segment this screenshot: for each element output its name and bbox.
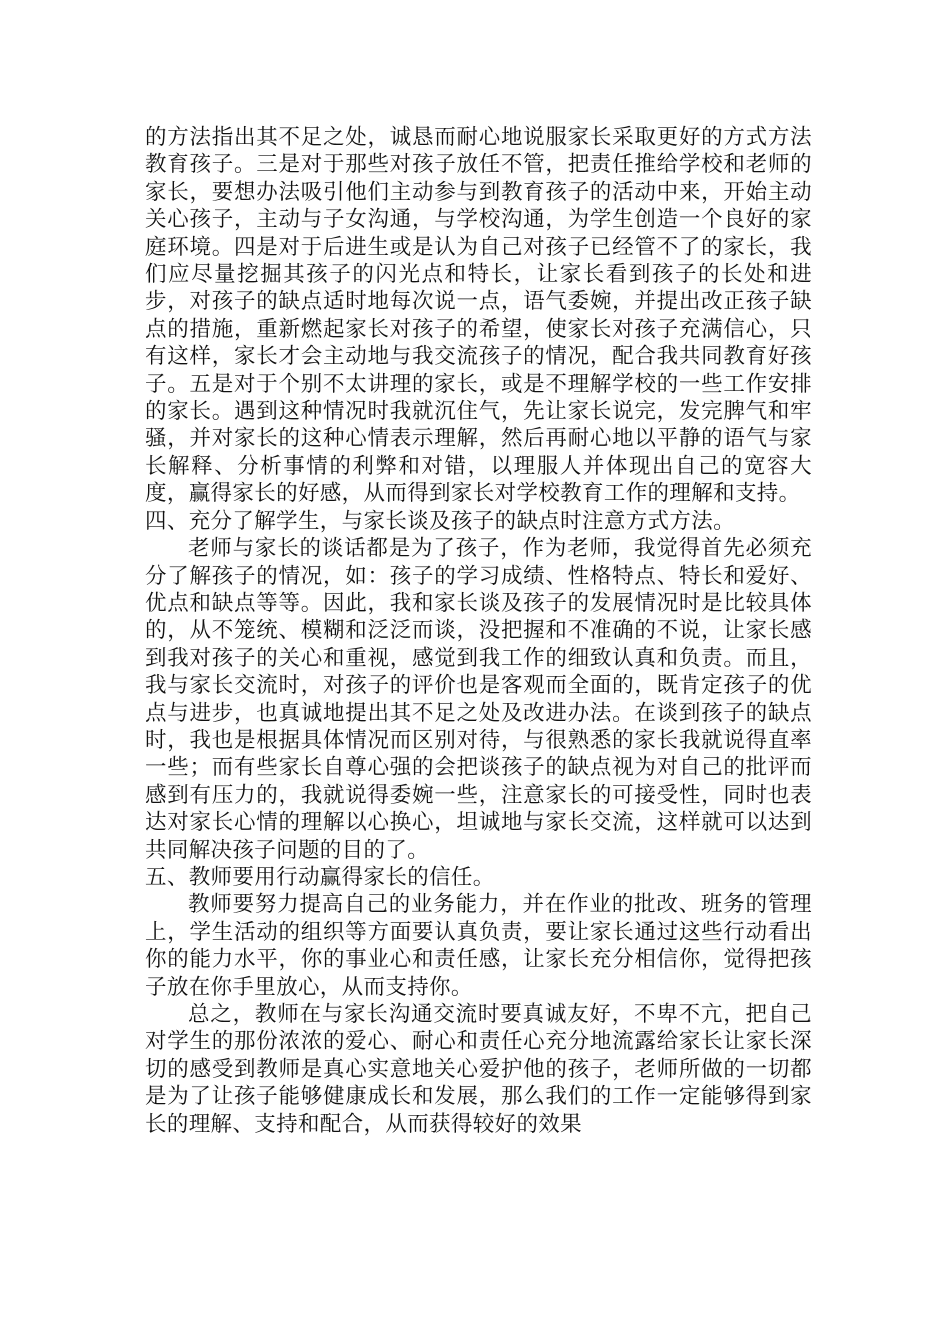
paragraph-conclusion: 总之，教师在与家长沟通交流时要真诚友好，不卑不亢，把自己对学生的那份浓浓的爱心、耐心和责任心充分地流露给家长让家长深切的感受到教师是真心实意地关心爱护他的孩子，老师所做的一切都是为了让孩子能够健康成长和发展，那么我们的工作一定能够得到家长的理解、支持和配合，从而获得较好的效果: [145, 1002, 812, 1137]
paragraph-continuation: 的方法指出其不足之处，诚恳而耐心地说服家长采取更好的方式方法教育孩子。三是对于那些对孩子放任不管，把责任推给学校和老师的家长，要想办法吸引他们主动参与到教育孩子的活动中来，开始主动关心孩子，主动与子女沟通，与学校沟通，为学生创造一个良好的家庭环境。四是对于后进生或是认为自己对孩子已经管不了的家长，我们应尽量挖掘其孩子的闪光点和特长，让家长看到孩子的长处和进步，对孩子的缺点适时地每次说一点，语气委婉，并提出改正孩子缺点的措施，重新燃起家长对孩子的希望，使家长对孩子充满信心，只有这样，家长才会主动地与我交流孩子的情况，配合我共同教育好孩子。五是对于个别不太讲理的家长，或是不理解学校的一些工作安排的家长。遇到这种情况时我就沉住气，先让家长说完，发完脾气和牢骚，并对家长的这种心情表示理解，然后再耐心地以平静的语气与家长解释、分析事情的利弊和对错，以理服人并体现出自己的宽容大度，赢得家长的好感，从而得到家长对学校教育工作的理解和支持。: [145, 125, 812, 507]
paragraph-section-four: 老师与家长的谈话都是为了孩子，作为老师，我觉得首先必须充分了解孩子的情况，如：孩子的学习成绩、性格特点、特长和爱好、优点和缺点等等。因此，我和家长谈及孩子的发展情况时是比较具体的，从不笼统、模糊和泛泛而谈，没把握和不准确的不说，让家长感到我对孩子的关心和重视，感觉到我工作的细致认真和负责。而且，我与家长交流时，对孩子的评价也是客观而全面的，既肯定孩子的优点与进步，也真诚地提出其不足之处及改进办法。在谈到孩子的缺点时，我也是根据具体情况而区别对待，与很熟悉的家长我就说得直率一些；而有些家长自尊心强的会把谈孩子的缺点视为对自己的批评而感到有压力的，我就说得委婉一些，注意家长的可接受性，同时也表达对家长心情的理解以心换心，坦诚地与家长交流，这样就可以达到共同解决孩子问题的目的了。: [145, 536, 812, 863]
paragraph-section-five: 教师要努力提高自己的业务能力，并在作业的批改、班务的管理上，学生活动的组织等方面要认真负责，要让家长通过这些行动看出你的能力水平，你的事业心和责任感，让家长充分相信你，觉得把孩子放在你手里放心，从而支持你。: [145, 892, 812, 1000]
document-body: [145, 124, 812, 1138]
section-heading-five: 五、教师要用行动赢得家长的信任。: [145, 864, 495, 890]
section-heading-four: 四、充分了解学生，与家长谈及孩子的缺点时注意方式方法。: [145, 508, 735, 534]
